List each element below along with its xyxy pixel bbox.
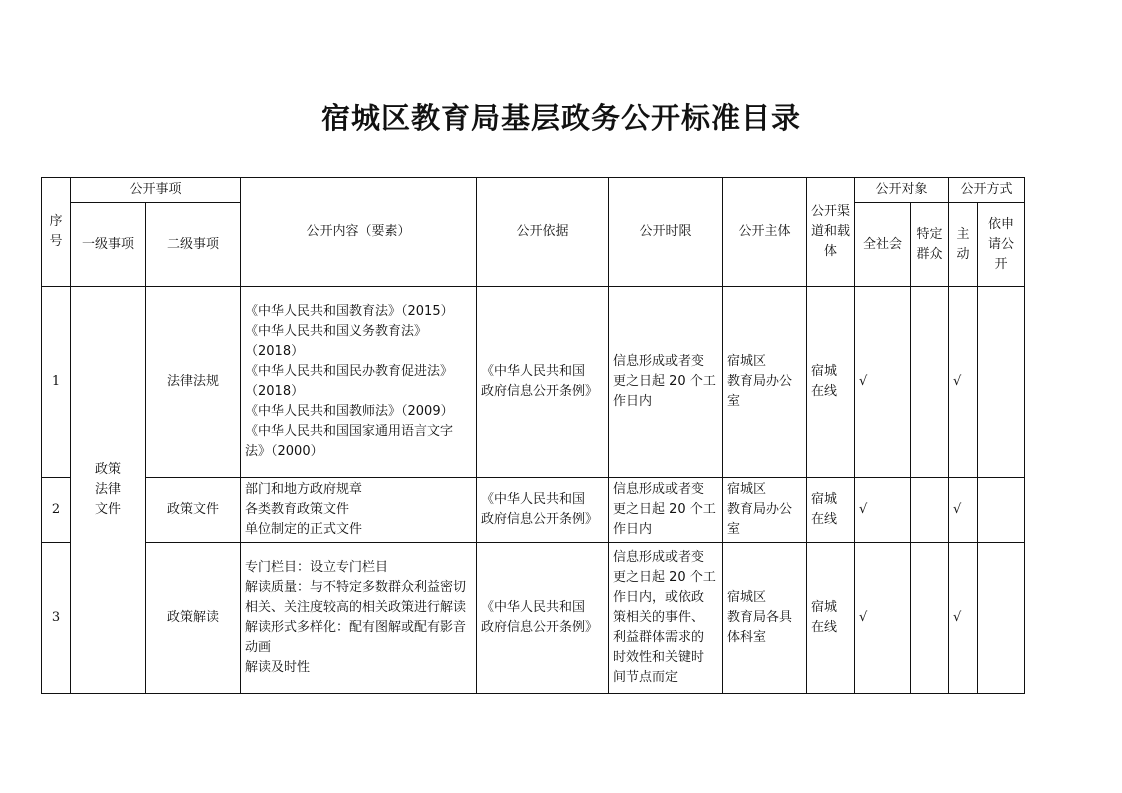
cell-line: 《中华人民共和国教师法》（2009） [245, 404, 454, 419]
row-subject [723, 287, 807, 478]
cell-line: 法》（2000） [245, 444, 324, 459]
header-level2: 二级事项 [146, 203, 241, 287]
row-basis [477, 287, 609, 478]
cell-line: 政府信息公开条例》 [481, 384, 599, 399]
cell-line: 宿城 [811, 364, 838, 379]
header-row-1 [42, 178, 1025, 203]
row-target-all-check: √ [855, 287, 911, 478]
cell-line: 《中华人民共和国教育法》（2015） [245, 304, 454, 319]
cell-line: 相关、关注度较高的相关政策进行解读 [245, 600, 467, 615]
row-basis [477, 478, 609, 543]
header-channel: 公开渠道和载体 [807, 178, 855, 287]
level1-cell [71, 287, 146, 694]
cell-line: 在线 [811, 512, 838, 527]
cell-line: 宿城区 [727, 482, 767, 497]
cell-line: 宿城区 [727, 590, 767, 605]
row-content [241, 543, 477, 694]
row-level2: 法律法规 [146, 287, 241, 478]
cell-line: （2018） [245, 384, 305, 399]
header-mode-active: 主动 [949, 203, 978, 287]
cell-line: 宿城 [811, 492, 838, 507]
cell-line: 作日内 [613, 394, 653, 409]
cell-line: 更之日起 20 个工 [613, 374, 716, 389]
cell-line: 教育局办公 [727, 502, 793, 517]
cell-line: 体科室 [727, 630, 767, 645]
row-target-specific-check [911, 543, 949, 694]
row-target-all-check: √ [855, 478, 911, 543]
row-seq: 2 [42, 478, 71, 543]
row-timelimit [609, 543, 723, 694]
row-target-all-check: √ [855, 543, 911, 694]
cell-line: 信息形成或者变 [613, 482, 705, 497]
header-target-all: 全社会 [855, 203, 911, 287]
cell-line: 《中华人民共和国 [481, 364, 586, 379]
cell-line: 利益群体需求的 [613, 630, 705, 645]
level1-line: 法律 [94, 482, 121, 497]
cell-line: 《中华人民共和国民办教育促进法》 [245, 364, 454, 379]
row-channel [807, 543, 855, 694]
cell-line: 单位制定的正式文件 [245, 522, 363, 537]
row-mode-active-check: √ [949, 287, 978, 478]
header-basis: 公开依据 [477, 178, 609, 287]
header-target-specific: 特定群众 [911, 203, 949, 287]
page-title: 宿城区教育局基层政务公开标准目录 [320, 101, 801, 135]
cell-line: 部门和地方政府规章 [245, 482, 363, 497]
cell-line: 在线 [811, 384, 838, 399]
cell-line: 教育局办公 [727, 374, 793, 389]
cell-line: 专门栏目：设立专门栏目 [245, 560, 389, 575]
header-mode-group: 公开方式 [949, 178, 1025, 203]
cell-line: 解读及时性 [245, 660, 311, 675]
row-target-specific-check [911, 478, 949, 543]
table-row [42, 287, 1025, 478]
cell-line: 更之日起 20 个工 [613, 570, 716, 585]
header-mode-request: 依申请公开 [978, 203, 1025, 287]
row-subject [723, 478, 807, 543]
row-seq: 1 [42, 287, 71, 478]
header-seq: 序号 [42, 178, 71, 287]
cell-line: 信息形成或者变 [613, 550, 705, 565]
catalog-table [41, 177, 1025, 694]
cell-line: 间节点而定 [613, 670, 679, 685]
level1-text [75, 460, 141, 520]
row-content [241, 287, 477, 478]
row-basis [477, 543, 609, 694]
cell-line: 教育局各具 [727, 610, 793, 625]
table-row [42, 543, 1025, 694]
cell-line: 动画 [245, 640, 272, 655]
header-level1: 一级事项 [71, 203, 146, 287]
row-subject [723, 543, 807, 694]
header-target-group: 公开对象 [855, 178, 949, 203]
cell-line: 更之日起 20 个工 [613, 502, 716, 517]
cell-line: 政府信息公开条例》 [481, 620, 599, 635]
row-channel [807, 478, 855, 543]
row-level2: 政策解读 [146, 543, 241, 694]
row-mode-active-check: √ [949, 478, 978, 543]
cell-line: 《中华人民共和国 [481, 600, 586, 615]
cell-line: 在线 [811, 620, 838, 635]
cell-line: 《中华人民共和国 [481, 492, 586, 507]
row-seq: 3 [42, 543, 71, 694]
cell-line: 策相关的事件、 [613, 610, 705, 625]
cell-line: 宿城 [811, 600, 838, 615]
cell-line: 各类教育政策文件 [245, 502, 350, 517]
level1-line: 文件 [94, 502, 121, 517]
header-timelimit: 公开时限 [609, 178, 723, 287]
cell-line: 宿城区 [727, 354, 767, 369]
header-subject: 公开主体 [723, 178, 807, 287]
cell-line: 室 [727, 522, 741, 537]
cell-line: 政府信息公开条例》 [481, 512, 599, 527]
row-timelimit [609, 287, 723, 478]
cell-line: 时效性和关键时 [613, 650, 705, 665]
cell-line: 解读形式多样化：配有图解或配有影音 [245, 620, 467, 635]
header-items-group: 公开事项 [71, 178, 241, 203]
header-content: 公开内容（要素） [241, 178, 477, 287]
row-target-specific-check [911, 287, 949, 478]
row-timelimit [609, 478, 723, 543]
row-mode-request-check [978, 287, 1025, 478]
row-mode-request-check [978, 478, 1025, 543]
cell-line: 室 [727, 394, 741, 409]
cell-line: 作日内 [613, 522, 653, 537]
cell-line: 信息形成或者变 [613, 354, 705, 369]
row-content [241, 478, 477, 543]
level1-line: 政策 [94, 462, 121, 477]
cell-line: 《中华人民共和国国家通用语言文字 [245, 424, 454, 439]
cell-line: 作日内，或依政 [613, 590, 705, 605]
row-mode-request-check [978, 543, 1025, 694]
row-level2: 政策文件 [146, 478, 241, 543]
cell-line: 《中华人民共和国义务教育法》（2018） [245, 324, 428, 359]
row-channel [807, 287, 855, 478]
table-row [42, 478, 1025, 543]
row-mode-active-check: √ [949, 543, 978, 694]
cell-line: 解读质量：与不特定多数群众利益密切 [245, 580, 467, 595]
